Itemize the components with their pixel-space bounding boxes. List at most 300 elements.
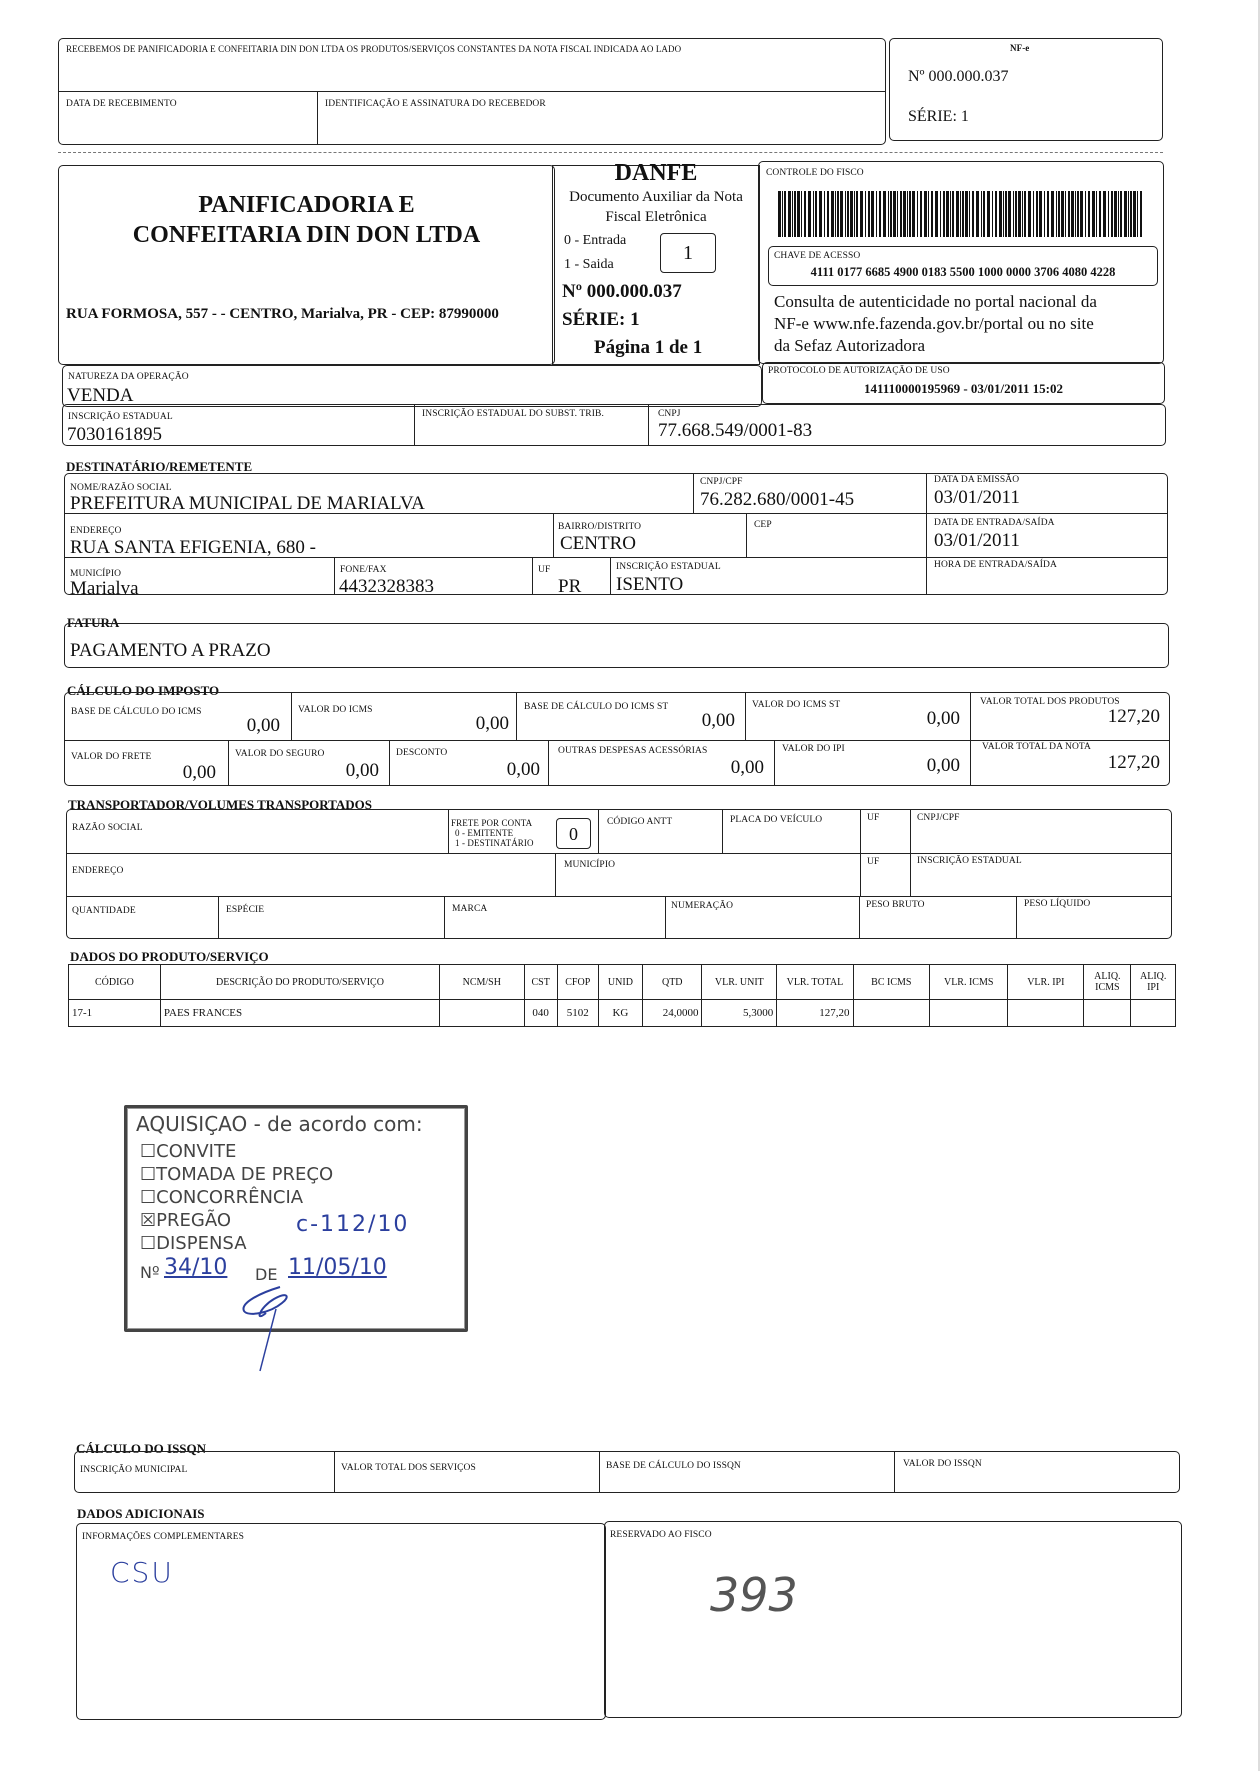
barcode-bar (1096, 191, 1097, 237)
freight-payer-label (451, 818, 534, 848)
products-header-cell: VLR. TOTAL (777, 965, 853, 1000)
divider (389, 740, 390, 786)
divider (693, 473, 694, 513)
barcode-bar (788, 191, 791, 237)
barcode-bar (850, 191, 853, 237)
divider (66, 896, 1172, 897)
danfe-series: SÉRIE: 1 (562, 309, 640, 330)
ie-label: INSCRIÇÃO ESTADUAL (68, 412, 173, 422)
divider (64, 740, 1170, 741)
barcode-bar (1068, 191, 1070, 237)
discount-label: DESCONTO (396, 748, 448, 758)
divider (516, 692, 517, 740)
base-st-label: BASE DE CÁLCULO DO ICMS ST (524, 702, 669, 712)
barcode-bar (831, 191, 834, 237)
products-header-row (69, 965, 1176, 1000)
stamp-option-convite: ☐CONVITE (140, 1141, 237, 1162)
divider (774, 740, 775, 786)
divider (665, 896, 666, 939)
divider (599, 1451, 600, 1493)
freight-payer-label-2: 0 - EMITENTE (455, 828, 514, 838)
barcode-bar (815, 191, 817, 237)
barcode-bar (797, 191, 800, 237)
danfe-subtitle-2: Fiscal Eletrônica (605, 209, 707, 225)
barcode-bar (976, 191, 979, 237)
barcode-bar (801, 191, 802, 237)
divider (610, 557, 611, 595)
barcode-bar (860, 191, 863, 237)
barcode-bar (1065, 191, 1066, 237)
barcode-bar (943, 191, 945, 237)
issqn-section-title: CÁLCULO DO ISSQN (76, 1441, 207, 1456)
nature-value: VENDA (67, 385, 134, 406)
barcode-bar (1085, 191, 1086, 237)
barcode-bar (1118, 191, 1119, 237)
divider (648, 404, 649, 446)
divider (291, 692, 292, 740)
barcode-bar (907, 191, 908, 237)
barcode-bar (1028, 191, 1031, 237)
icms-st: 0,00 (926, 708, 960, 729)
receipt-number: Nº 000.000.037 (908, 68, 1009, 85)
products-header-cell: VLR. IPI (1008, 965, 1084, 1000)
danfe-title: DANFE (614, 160, 698, 186)
issqn-base-label: BASE DE CÁLCULO DO ISSQN (606, 1461, 741, 1471)
plate-label: PLACA DO VEÍCULO (730, 815, 823, 825)
transport-section-title: TRANSPORTADOR/VOLUMES TRANSPORTADOS (68, 797, 373, 812)
cut-line (58, 152, 1163, 153)
barcode-bar (1130, 191, 1132, 237)
freight-payer-label-3: 1 - DESTINATÁRIO (455, 838, 534, 848)
icms-label: VALOR DO ICMS (298, 705, 373, 715)
ie-st-label: INSCRIÇÃO ESTADUAL DO SUBST. TRIB. (422, 409, 604, 419)
complementary-info-box (76, 1523, 606, 1720)
barcode-bar (865, 191, 866, 237)
checked-box-icon: ☒ (140, 1210, 157, 1231)
receipt-date-label: DATA DE RECEBIMENTO (66, 99, 177, 109)
complementary-info-label: INFORMAÇÕES COMPLEMENTARES (82, 1532, 245, 1542)
barcode-bar (969, 191, 970, 237)
barcode-bar (856, 191, 858, 237)
phone-label: FONE/FAX (340, 565, 387, 575)
barcode-bar (868, 191, 870, 237)
issuer-name (58, 190, 555, 250)
barcode-bar (940, 191, 941, 237)
products-body (69, 1000, 1176, 1027)
tax-section-title: CÁLCULO DO IMPOSTO (67, 683, 220, 698)
products-cell: 5,3000 (702, 1000, 777, 1027)
products-cell: 5102 (557, 1000, 598, 1027)
ie-row (62, 404, 1166, 446)
barcode-bar (995, 191, 997, 237)
base-icms-label: BASE DE CÁLCULO DO ICMS (71, 707, 202, 717)
insurance-label: VALOR DO SEGURO (235, 749, 325, 759)
barcode-bar (1111, 191, 1113, 237)
products-cell: 127,20 (777, 1000, 853, 1027)
signature-scribble (230, 1283, 320, 1373)
carrier-ie-label: INSCRIÇÃO ESTADUAL (917, 856, 1022, 866)
carrier-uf-label: UF (867, 813, 880, 823)
barcode-bar (981, 191, 982, 237)
barcode-bar (960, 191, 961, 237)
freight-label: VALOR DO FRETE (71, 752, 152, 762)
barcode-bar (1114, 191, 1117, 237)
invoice-total-label: VALOR TOTAL DA NOTA (982, 742, 1092, 752)
recipient-address: RUA SANTA EFIGENIA, 680 - (70, 537, 317, 558)
net-weight-label: PESO LÍQUIDO (1024, 899, 1091, 909)
barcode-bar (917, 191, 918, 237)
ipi-label: VALOR DO IPI (782, 744, 845, 754)
base-st: 0,00 (701, 710, 735, 731)
ipi-value: 0,00 (926, 755, 960, 776)
barcode-bar (813, 191, 814, 237)
barcode-bar (912, 191, 915, 237)
barcode-bar (782, 191, 783, 237)
municipal-reg-label: INSCRIÇÃO MUNICIPAL (80, 1465, 188, 1475)
barcode-bar (962, 191, 964, 237)
complementary-info-handwritten: CSU (110, 1556, 174, 1589)
antt-label: CÓDIGO ANTT (607, 817, 673, 827)
entry-date: 03/01/2011 (934, 530, 1020, 551)
stamp-number-label: Nº (140, 1263, 160, 1282)
danfe-entrada: 0 - Entrada (564, 233, 627, 248)
divider (532, 557, 533, 595)
recipient-ie-label: INSCRIÇÃO ESTADUAL (616, 562, 721, 572)
barcode-bar (827, 191, 829, 237)
stamp-option-dispensa: ☐DISPENSA (140, 1233, 247, 1254)
barcode-bar (854, 191, 855, 237)
divider (334, 1451, 335, 1493)
barcode-bar (840, 191, 843, 237)
receipt-series: SÉRIE: 1 (908, 108, 969, 125)
recipient-cnpj: 76.282.680/0001-45 (700, 489, 855, 510)
barcode-bar (784, 191, 786, 237)
issuer-cnpj: 77.668.549/0001-83 (658, 420, 813, 441)
issuer-address: RUA FORMOSA, 557 - - CENTRO, Marialva, PR - CEP: 87990000 (66, 306, 499, 322)
barcode-bar (950, 191, 951, 237)
brand-label: MARCA (452, 904, 488, 914)
issuer-name-line2: CONFEITARIA DIN DON LTDA (132, 222, 481, 248)
divider (66, 853, 1172, 854)
discount-value: 0,00 (506, 759, 540, 780)
other-expenses: 0,00 (730, 757, 764, 778)
issuer-cnpj-label: CNPJ (658, 409, 681, 419)
products-header-cell: DESCRIÇÃO DO PRODUTO/SERVIÇO (160, 965, 439, 1000)
products-cell: PAES FRANCES (160, 1000, 439, 1027)
products-header-cell: CÓDIGO (69, 965, 161, 1000)
uf: PR (558, 576, 582, 597)
barcode-bar (1088, 191, 1090, 237)
products-total-label: VALOR TOTAL DOS PRODUTOS (980, 697, 1120, 707)
carrier-cnpj-label: CNPJ/CPF (917, 813, 960, 823)
products-cell (1008, 1000, 1084, 1027)
carrier-uf2-label: UF (867, 857, 880, 867)
products-header-cell: BC ICMS (853, 965, 930, 1000)
barcode-bar (920, 191, 922, 237)
barcode-bar (1133, 191, 1136, 237)
barcode-bar (879, 191, 881, 237)
freight-payer-label-1: FRETE POR CONTA (451, 818, 533, 828)
barcode-bar (987, 191, 990, 237)
ie-value: 7030161895 (67, 424, 162, 445)
city-label: MUNICÍPIO (70, 569, 122, 579)
invoice-total: 127,20 (1107, 752, 1160, 773)
products-cell (440, 1000, 524, 1027)
barcode-bar (1013, 191, 1014, 237)
barcode-bar (1058, 191, 1060, 237)
barcode-bar (983, 191, 985, 237)
barcode-bar (999, 191, 1002, 237)
barcode-bar (965, 191, 968, 237)
barcode-bar (1047, 191, 1049, 237)
divider (553, 513, 554, 557)
barcode-bar (794, 191, 796, 237)
divider (444, 896, 445, 939)
products-header-cell: VLR. UNIT (702, 965, 777, 1000)
divider (548, 740, 549, 786)
barcode-bar (1022, 191, 1023, 237)
species-label: ESPÉCIE (226, 905, 265, 915)
barcode-image (778, 191, 1146, 237)
barcode-bar (931, 191, 933, 237)
danfe-subtitle-1: Documento Auxiliar da Nota (569, 189, 743, 205)
recipient-cnpj-label: CNPJ/CPF (700, 477, 743, 487)
entry-label: DATA DE ENTRADA/SAÍDA (934, 518, 1055, 528)
barcode-bar (1071, 191, 1074, 237)
products-header-cell: QTD (643, 965, 702, 1000)
stamp-date-label: DE (255, 1265, 278, 1284)
products-header-cell: ALIQ. ICMS (1084, 965, 1131, 1000)
barcode-bar (972, 191, 974, 237)
barcode-bar (924, 191, 927, 237)
danfe-type-box: 1 (660, 233, 716, 273)
products-cell: 24,0000 (643, 1000, 702, 1027)
barcode-bar (1018, 191, 1021, 237)
carrier-address-label: ENDEREÇO (72, 866, 124, 876)
barcode-bar (1075, 191, 1076, 237)
district-label: BAIRRO/DISTRITO (558, 522, 642, 532)
barcode-bar (1092, 191, 1095, 237)
barcode-svg (778, 191, 1146, 237)
barcode-bar (1140, 191, 1142, 237)
divider (58, 91, 886, 92)
emission-date: 03/01/2011 (934, 487, 1020, 508)
invoice-value: PAGAMENTO A PRAZO (70, 640, 271, 661)
barcode-bar (1108, 191, 1109, 237)
barcode-bar (897, 191, 898, 237)
barcode-bar (1008, 191, 1011, 237)
divider (722, 809, 723, 853)
access-key-label: CHAVE DE ACESSO (774, 251, 861, 261)
stamp-handwritten-code: c-112/10 (296, 1212, 410, 1237)
barcode-bar (1036, 191, 1038, 237)
base-icms: 0,00 (246, 715, 280, 736)
time-label: HORA DE ENTRADA/SAÍDA (934, 560, 1057, 570)
divider (334, 557, 335, 595)
products-cell: KG (598, 1000, 642, 1027)
receipt-signature-label: IDENTIFICAÇÃO E ASSINATURA DO RECEBEDOR (325, 99, 546, 109)
divider (448, 809, 449, 853)
divider (746, 513, 747, 557)
products-cell (853, 1000, 930, 1027)
fisco-reserved-label: RESERVADO AO FISCO (610, 1530, 712, 1540)
recipient-section-title: DESTINATÁRIO/REMETENTE (66, 459, 253, 474)
barcode-bar (909, 191, 911, 237)
icms-st-label: VALOR DO ICMS ST (752, 700, 841, 710)
city: Marialva (70, 578, 139, 599)
barcode-bar (1124, 191, 1127, 237)
divider (218, 896, 219, 939)
divider (414, 404, 415, 446)
services-total-label: VALOR TOTAL DOS SERVIÇOS (341, 1463, 476, 1473)
consult-line-3: da Sefaz Autorizadora (774, 336, 926, 355)
nfe-label: NF-e (1010, 43, 1030, 53)
table-row (69, 1000, 1176, 1027)
barcode-bar (935, 191, 938, 237)
barcode-bar (883, 191, 886, 237)
divider (598, 809, 599, 853)
barcode-bar (1099, 191, 1101, 237)
products-cell: 040 (524, 1000, 557, 1027)
barcode-bar (952, 191, 954, 237)
numbering-label: NUMERAÇÃO (671, 901, 734, 911)
barcode-bar (1056, 191, 1057, 237)
barcode-bar (1024, 191, 1026, 237)
barcode-bar (1103, 191, 1106, 237)
recipient-name-label: NOME/RAZÃO SOCIAL (70, 483, 172, 493)
issuer-name-line1: PANIFICADORIA E (198, 192, 415, 218)
divider (1016, 896, 1017, 939)
barcode-bar (845, 191, 846, 237)
freight-payer-value: 0 (556, 818, 591, 849)
barcode-bar (819, 191, 822, 237)
barcode-bar (900, 191, 902, 237)
stamp-date: 11/05/10 (288, 1255, 387, 1280)
barcode-bar (903, 191, 906, 237)
products-header-cell: CFOP (557, 965, 598, 1000)
products-header-cell: ALIQ. IPI (1131, 965, 1176, 1000)
checkbox-icon: ☐ (140, 1233, 157, 1254)
recipient-name: PREFEITURA MUNICIPAL DE MARIALVA (70, 493, 425, 514)
carrier-name-label: RAZÃO SOCIAL (72, 823, 143, 833)
receipt-text: RECEBEMOS DE PANIFICADORIA E CONFEITARIA DIN DON LTDA OS PRODUTOS/SERVIÇOS CONSTANTES DA NOTA FISCAL INDICADA AO LADO (66, 44, 682, 54)
danfe-number: Nº 000.000.037 (562, 281, 682, 302)
barcode-bar (804, 191, 806, 237)
barcode-bar (778, 191, 781, 237)
barcode-bar (893, 191, 896, 237)
additional-section-title: DADOS ADICIONAIS (77, 1506, 205, 1521)
nature-label: NATUREZA DA OPERAÇÃO (68, 372, 189, 382)
barcode-bar (1005, 191, 1007, 237)
barcode-bar (1080, 191, 1083, 237)
other-expenses-label: OUTRAS DESPESAS ACESSÓRIAS (558, 746, 708, 756)
barcode-bar (1033, 191, 1034, 237)
divider (970, 692, 971, 786)
divider (894, 1451, 895, 1493)
uf-label: UF (538, 565, 551, 575)
barcode-bar (824, 191, 825, 237)
recipient-ie: ISENTO (616, 574, 684, 595)
barcode-bar (992, 191, 993, 237)
checkbox-icon: ☐ (140, 1141, 157, 1162)
barcode-bar (1137, 191, 1138, 237)
barcode-bar (808, 191, 811, 237)
issqn-value-label: VALOR DO ISSQN (903, 1459, 982, 1469)
products-header-cell: NCM/SH (440, 965, 524, 1000)
products-section-title: DADOS DO PRODUTO/SERVIÇO (70, 949, 269, 964)
freight-value: 0,00 (182, 762, 216, 783)
barcode-bar (792, 191, 793, 237)
barcode-bar (1077, 191, 1079, 237)
barcode-bar (876, 191, 877, 237)
gross-weight-label: PESO BRUTO (866, 900, 925, 910)
stamp-options (140, 1140, 333, 1255)
barcode-bar (890, 191, 892, 237)
divider (860, 809, 861, 896)
icms: 0,00 (475, 713, 509, 734)
barcode-bar (1039, 191, 1042, 237)
barcode-bar (835, 191, 836, 237)
danfe-page: Página 1 de 1 (594, 337, 703, 358)
stamp-option-tomada: ☐TOMADA DE PREÇO (140, 1164, 334, 1185)
invoice-section-title: FATURA (67, 615, 120, 630)
district: CENTRO (560, 533, 636, 554)
barcode-bar (956, 191, 959, 237)
protocol-value: 141110000195969 - 03/01/2011 15:02 (864, 381, 1063, 396)
barcode-bar (847, 191, 849, 237)
stamp-title: AQUISIÇAO - de acordo com: (136, 1112, 423, 1136)
consult-text (774, 291, 1097, 357)
divider (745, 692, 746, 740)
products-cell: 17-1 (69, 1000, 161, 1027)
products-cell (1084, 1000, 1131, 1027)
quantity-label: QUANTIDADE (72, 906, 136, 916)
barcode-bar (1051, 191, 1054, 237)
barcode-bar (1120, 191, 1122, 237)
divider (859, 896, 860, 939)
barcode-bar (1044, 191, 1045, 237)
divider (926, 473, 927, 595)
danfe-saida: 1 - Saida (564, 257, 614, 272)
barcode-bar (1015, 191, 1017, 237)
products-total: 127,20 (1107, 706, 1160, 727)
checkbox-icon: ☐ (140, 1187, 157, 1208)
stamp-option-concorrencia: ☐CONCORRÊNCIA (140, 1187, 304, 1208)
stamp-option-pregao: ☒PREGÃO (140, 1210, 231, 1231)
barcode-bar (888, 191, 889, 237)
barcode-bar (871, 191, 874, 237)
barcode-bar (1003, 191, 1004, 237)
divider (555, 853, 556, 896)
control-label: CONTROLE DO FISCO (766, 168, 864, 178)
divider (228, 740, 229, 786)
insurance-value: 0,00 (345, 760, 379, 781)
products-table (68, 964, 1176, 1027)
barcode-bar (1061, 191, 1064, 237)
carrier-city-label: MUNICÍPIO (564, 860, 616, 870)
barcode-bar (928, 191, 929, 237)
transport-box (66, 809, 1172, 939)
fisco-reserved-box (604, 1521, 1182, 1718)
checkbox-icon: ☐ (140, 1164, 157, 1185)
consult-line-2: NF-e www.nfe.fazenda.gov.br/portal ou no site (774, 314, 1094, 333)
stamp-number: 34/10 (164, 1255, 228, 1280)
divider (317, 91, 318, 145)
protocol-label: PROTOCOLO DE AUTORIZAÇÃO DE USO (768, 366, 950, 376)
cep-label: CEP (754, 520, 772, 530)
products-header-cell: VLR. ICMS (930, 965, 1008, 1000)
barcode-bar (946, 191, 949, 237)
